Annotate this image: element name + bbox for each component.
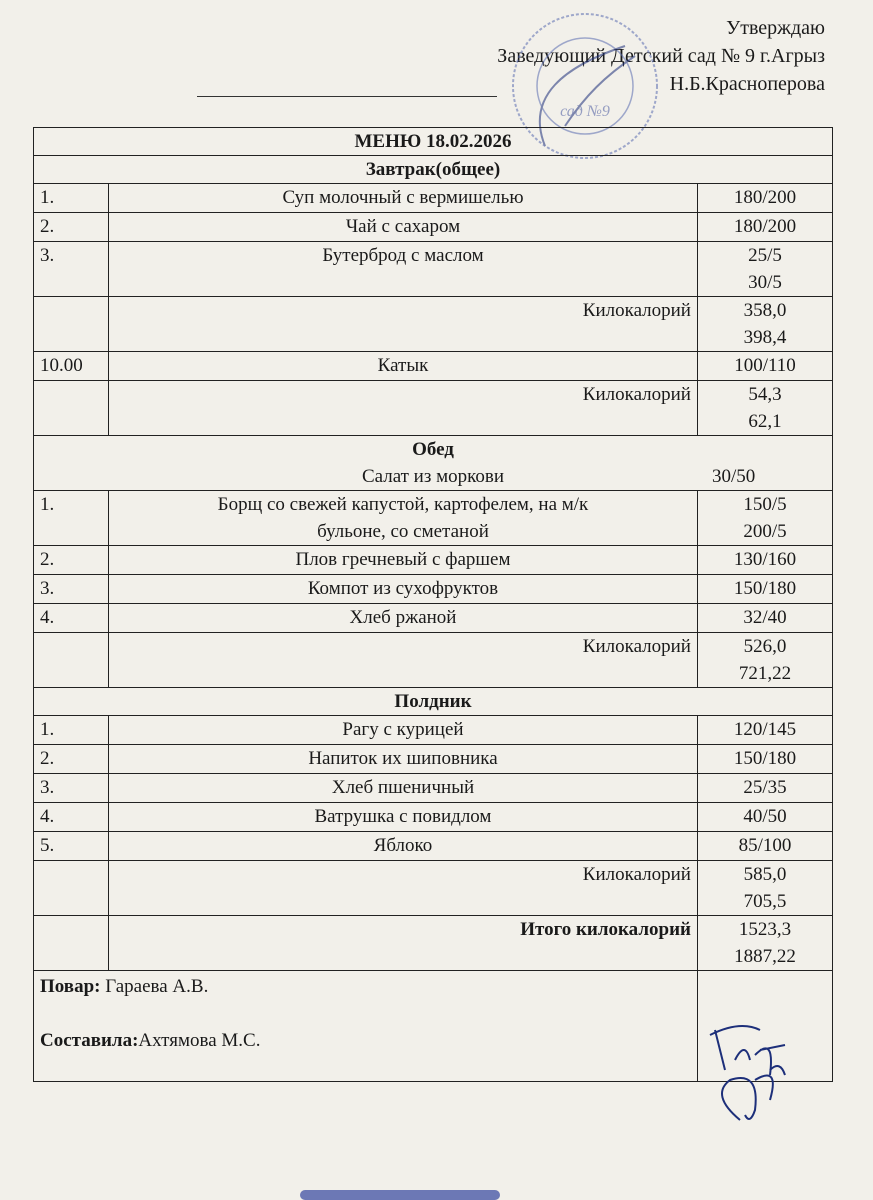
cook-name: Гараева А.В. <box>100 976 209 997</box>
item-portion: 358,0 398,4 <box>697 297 832 352</box>
kcal-row <box>34 861 833 916</box>
kcal-row <box>34 633 833 688</box>
table-row <box>34 716 833 745</box>
signature-cell <box>697 971 832 1082</box>
item-name: Ватрушка с повидлом <box>109 803 698 832</box>
menu-title-row <box>34 128 833 156</box>
item-portion: 150/5 200/5 <box>697 491 832 546</box>
approval-title: Утверждаю <box>726 17 825 39</box>
approval-signer: Н.Б.Красноперова <box>669 73 825 95</box>
table-row <box>34 745 833 774</box>
compiler-line <box>40 1027 691 1054</box>
item-number: 3. <box>34 242 109 297</box>
approval-position: Заведующий Детский сад № 9 г.Агрыз <box>497 45 825 67</box>
item-name: Салат из моркови <box>361 466 505 487</box>
item-portion: 32/40 <box>697 604 832 633</box>
item-portion: 585,0 705,5 <box>697 861 832 916</box>
cook-line <box>40 973 691 1000</box>
item-portion: 85/100 <box>697 832 832 861</box>
menu-title: МЕНЮ 18.02.2026 <box>34 128 833 156</box>
section-heading: Завтрак(общее) <box>34 156 833 184</box>
item-number <box>34 861 109 916</box>
item-name: Хлеб ржаной <box>109 604 698 633</box>
kcal-label: Килокалорий <box>109 381 698 436</box>
table-row <box>34 832 833 861</box>
item-number: 1. <box>34 184 109 213</box>
item-number <box>34 916 109 971</box>
table-row <box>34 774 833 803</box>
item-number: 5. <box>34 832 109 861</box>
section-block <box>34 436 833 491</box>
item-name: Катык <box>109 352 698 381</box>
section-heading-row <box>34 156 833 184</box>
table-row <box>34 575 833 604</box>
kcal-label: Килокалорий <box>109 297 698 352</box>
item-portion: 25/5 30/5 <box>697 242 832 297</box>
section-heading-row <box>34 688 833 716</box>
table-row <box>34 184 833 213</box>
table-row <box>34 803 833 832</box>
item-portion: 150/180 <box>697 745 832 774</box>
item-portion: 180/200 <box>697 213 832 242</box>
item-number: 2. <box>34 213 109 242</box>
item-portion: 180/200 <box>697 184 832 213</box>
item-number <box>34 297 109 352</box>
item-portion: 25/35 <box>697 774 832 803</box>
salad-line <box>40 463 826 490</box>
total-row <box>34 916 833 971</box>
svg-text:сад №9: сад №9 <box>560 103 610 120</box>
signatories <box>34 971 698 1082</box>
compiler-label: Составила: <box>40 1030 139 1051</box>
approval-block <box>497 14 825 98</box>
kcal-label: Килокалорий <box>109 861 698 916</box>
item-name: Хлеб пшеничный <box>109 774 698 803</box>
item-portion: 150/180 <box>697 575 832 604</box>
item-portion: 54,3 62,1 <box>697 381 832 436</box>
item-number <box>34 633 109 688</box>
total-value: 1523,3 1887,22 <box>697 916 832 971</box>
total-label: Итого килокалорий <box>109 916 698 971</box>
item-portion: 130/160 <box>697 546 832 575</box>
kcal-row <box>34 381 833 436</box>
item-name: Яблоко <box>109 832 698 861</box>
section-heading: Обед <box>412 439 454 460</box>
item-number <box>34 381 109 436</box>
scan-artifact <box>300 1190 500 1200</box>
item-number: 10.00 <box>34 352 109 381</box>
item-number: 3. <box>34 774 109 803</box>
cook-label: Повар: <box>40 976 101 997</box>
item-number: 2. <box>34 546 109 575</box>
section-heading: Полдник <box>34 688 833 716</box>
table-row <box>34 213 833 242</box>
table-row <box>34 604 833 633</box>
item-name: Рагу с курицей <box>109 716 698 745</box>
item-number: 3. <box>34 575 109 604</box>
item-name: Борщ со свежей капустой, картофелем, на м/к бульоне, со сметаной <box>109 491 698 546</box>
footer-row <box>34 971 833 1082</box>
item-name: Чай с сахаром <box>109 213 698 242</box>
item-portion: 100/110 <box>697 352 832 381</box>
item-number: 1. <box>34 491 109 546</box>
compiler-name: Ахтямова М.С. <box>138 1030 261 1051</box>
kcal-label: Килокалорий <box>109 633 698 688</box>
item-name: Компот из сухофруктов <box>109 575 698 604</box>
signature-line <box>197 96 497 97</box>
kcal-row <box>34 297 833 352</box>
item-number: 4. <box>34 604 109 633</box>
item-portion: 40/50 <box>697 803 832 832</box>
table-row <box>34 352 833 381</box>
section-heading-row <box>34 436 833 491</box>
item-number: 1. <box>34 716 109 745</box>
item-portion: 120/145 <box>697 716 832 745</box>
item-portion: 526,0 721,22 <box>697 633 832 688</box>
item-number: 4. <box>34 803 109 832</box>
item-name: Суп молочный с вермишелью <box>109 184 698 213</box>
item-portion: 30/50 <box>712 466 756 487</box>
item-name: Напиток их шиповника <box>109 745 698 774</box>
table-row <box>34 546 833 575</box>
table-row <box>34 242 833 297</box>
menu-table <box>33 127 833 1082</box>
item-number: 2. <box>34 745 109 774</box>
item-name: Бутерброд с маслом <box>109 242 698 297</box>
item-name: Плов гречневый с фаршем <box>109 546 698 575</box>
table-row <box>34 491 833 546</box>
